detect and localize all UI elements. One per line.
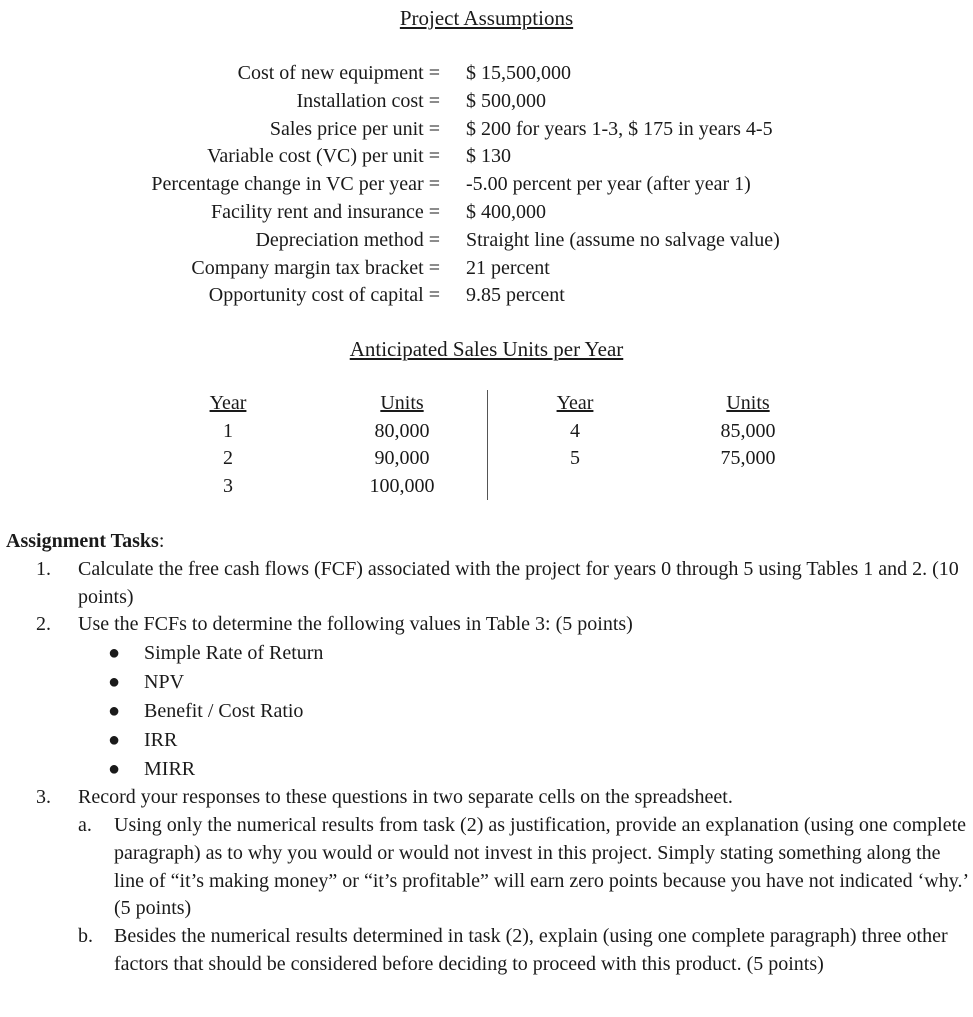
assumption-value: 21 percent — [466, 256, 550, 279]
units-header: Units — [726, 392, 770, 414]
task-text: Record your responses to these questions in two separate cells on the spreadsheet. — [78, 786, 733, 809]
bullet-icon: ● — [108, 757, 121, 780]
table-divider — [487, 390, 488, 500]
bullet-item — [108, 726, 968, 755]
bullet-item — [108, 668, 968, 697]
year-column-right — [545, 390, 605, 473]
page-title: Project Assumptions — [399, 6, 574, 30]
year-cell: 4 — [570, 419, 580, 442]
assumption-label: Company margin tax bracket = — [191, 256, 440, 279]
tasks-heading-colon: : — [158, 530, 165, 552]
task-text: Use the FCFs to determine the following values in Table 3: (5 points) — [78, 613, 633, 636]
units-cell: 80,000 — [374, 419, 430, 442]
year-header: Year — [556, 392, 594, 414]
bullet-icon: ● — [108, 670, 121, 693]
assumption-value: $ 500,000 — [466, 89, 546, 112]
subtask-letter: a. — [78, 813, 92, 836]
units-cell: 75,000 — [720, 447, 776, 469]
assumption-row — [0, 60, 973, 88]
bullet-text: Simple Rate of Return — [144, 641, 324, 664]
bullet-text: NPV — [144, 670, 185, 693]
assumptions-list — [0, 60, 973, 310]
subtask-letter: b. — [78, 925, 93, 948]
assumption-value: $ 400,000 — [466, 200, 546, 223]
assumption-row — [0, 199, 973, 227]
task-list — [36, 556, 968, 979]
task-number: 2. — [36, 613, 51, 636]
year-cell: 2 — [223, 447, 233, 469]
units-column-right — [698, 390, 798, 473]
assumption-label: Installation cost = — [296, 89, 440, 112]
subtask-item — [78, 812, 968, 923]
bullet-text: Benefit / Cost Ratio — [144, 699, 304, 722]
assumption-row — [0, 143, 973, 171]
assumption-label: Sales price per unit = — [269, 117, 440, 140]
bullet-text: MIRR — [144, 757, 196, 780]
units-cell: 100,000 — [369, 474, 435, 497]
task-text: Calculate the free cash flows (FCF) associated with the project for years 0 through 5 using Tables 1 and 2. (10 points) — [78, 557, 959, 608]
assumption-value: 9.85 percent — [466, 284, 565, 307]
task-number: 1. — [36, 557, 51, 580]
bullet-icon: ● — [108, 641, 121, 664]
task-item — [36, 784, 968, 812]
year-column-left — [200, 390, 256, 500]
assumption-value: $ 200 for years 1-3, $ 175 in years 4-5 — [466, 117, 773, 140]
assumption-value: $ 15,500,000 — [466, 62, 571, 84]
assumption-label: Opportunity cost of capital = — [208, 284, 440, 307]
units-column-left — [352, 390, 452, 500]
assumption-value: -5.00 percent per year (after year 1) — [466, 173, 751, 196]
assumption-row — [0, 282, 973, 310]
bullet-icon: ● — [108, 699, 121, 722]
task-number: 3. — [36, 786, 51, 809]
assumption-row — [0, 255, 973, 283]
subtask-text: Using only the numerical results from task (2) as justification, provide an explanation (using one complete paragraph) as to why you would or would not invest in this project. Simply stating something along the line of “it’s making money” or “it’s profitable” will earn zero points because you have not indicated ‘why.’ (5 points) — [114, 813, 968, 920]
assumption-row — [0, 88, 973, 116]
units-header: Units — [380, 392, 424, 414]
task-item — [36, 611, 968, 639]
bullet-text: IRR — [144, 728, 178, 751]
assumption-label: Facility rent and insurance = — [211, 200, 440, 223]
subtask-item — [78, 923, 968, 979]
units-cell: 85,000 — [720, 419, 776, 442]
bullet-item — [108, 755, 968, 784]
tasks-heading — [6, 528, 968, 556]
year-cell: 3 — [223, 474, 233, 497]
assumption-row — [0, 116, 973, 144]
bullet-item — [108, 639, 968, 668]
tasks-heading-text: Assignment Tasks — [6, 530, 159, 552]
year-cell: 5 — [570, 447, 580, 469]
bullet-icon: ● — [108, 728, 121, 751]
units-cell: 90,000 — [374, 447, 430, 469]
assumption-value: $ 130 — [466, 145, 511, 168]
assumption-label: Percentage change in VC per year = — [151, 173, 440, 196]
sales-table-title: Anticipated Sales Units per Year — [349, 337, 624, 361]
assumption-label: Depreciation method = — [255, 228, 440, 251]
assumption-row — [0, 171, 973, 199]
subtask-text: Besides the numerical results determined in task (2), explain (using one complete paragraph) three other factors that should be considered before deciding to proceed with this product. (5 points) — [114, 925, 948, 975]
assumption-label: Cost of new equipment = — [237, 62, 440, 84]
assumption-label: Variable cost (VC) per unit = — [207, 145, 440, 168]
task-item — [36, 556, 968, 612]
bullet-item — [108, 697, 968, 726]
year-header: Year — [209, 392, 247, 414]
assumption-row — [0, 227, 973, 255]
metric-bullet-list — [108, 639, 968, 784]
assumption-value: Straight line (assume no salvage value) — [466, 228, 780, 251]
year-cell: 1 — [223, 419, 233, 442]
assignment-tasks — [6, 528, 968, 979]
